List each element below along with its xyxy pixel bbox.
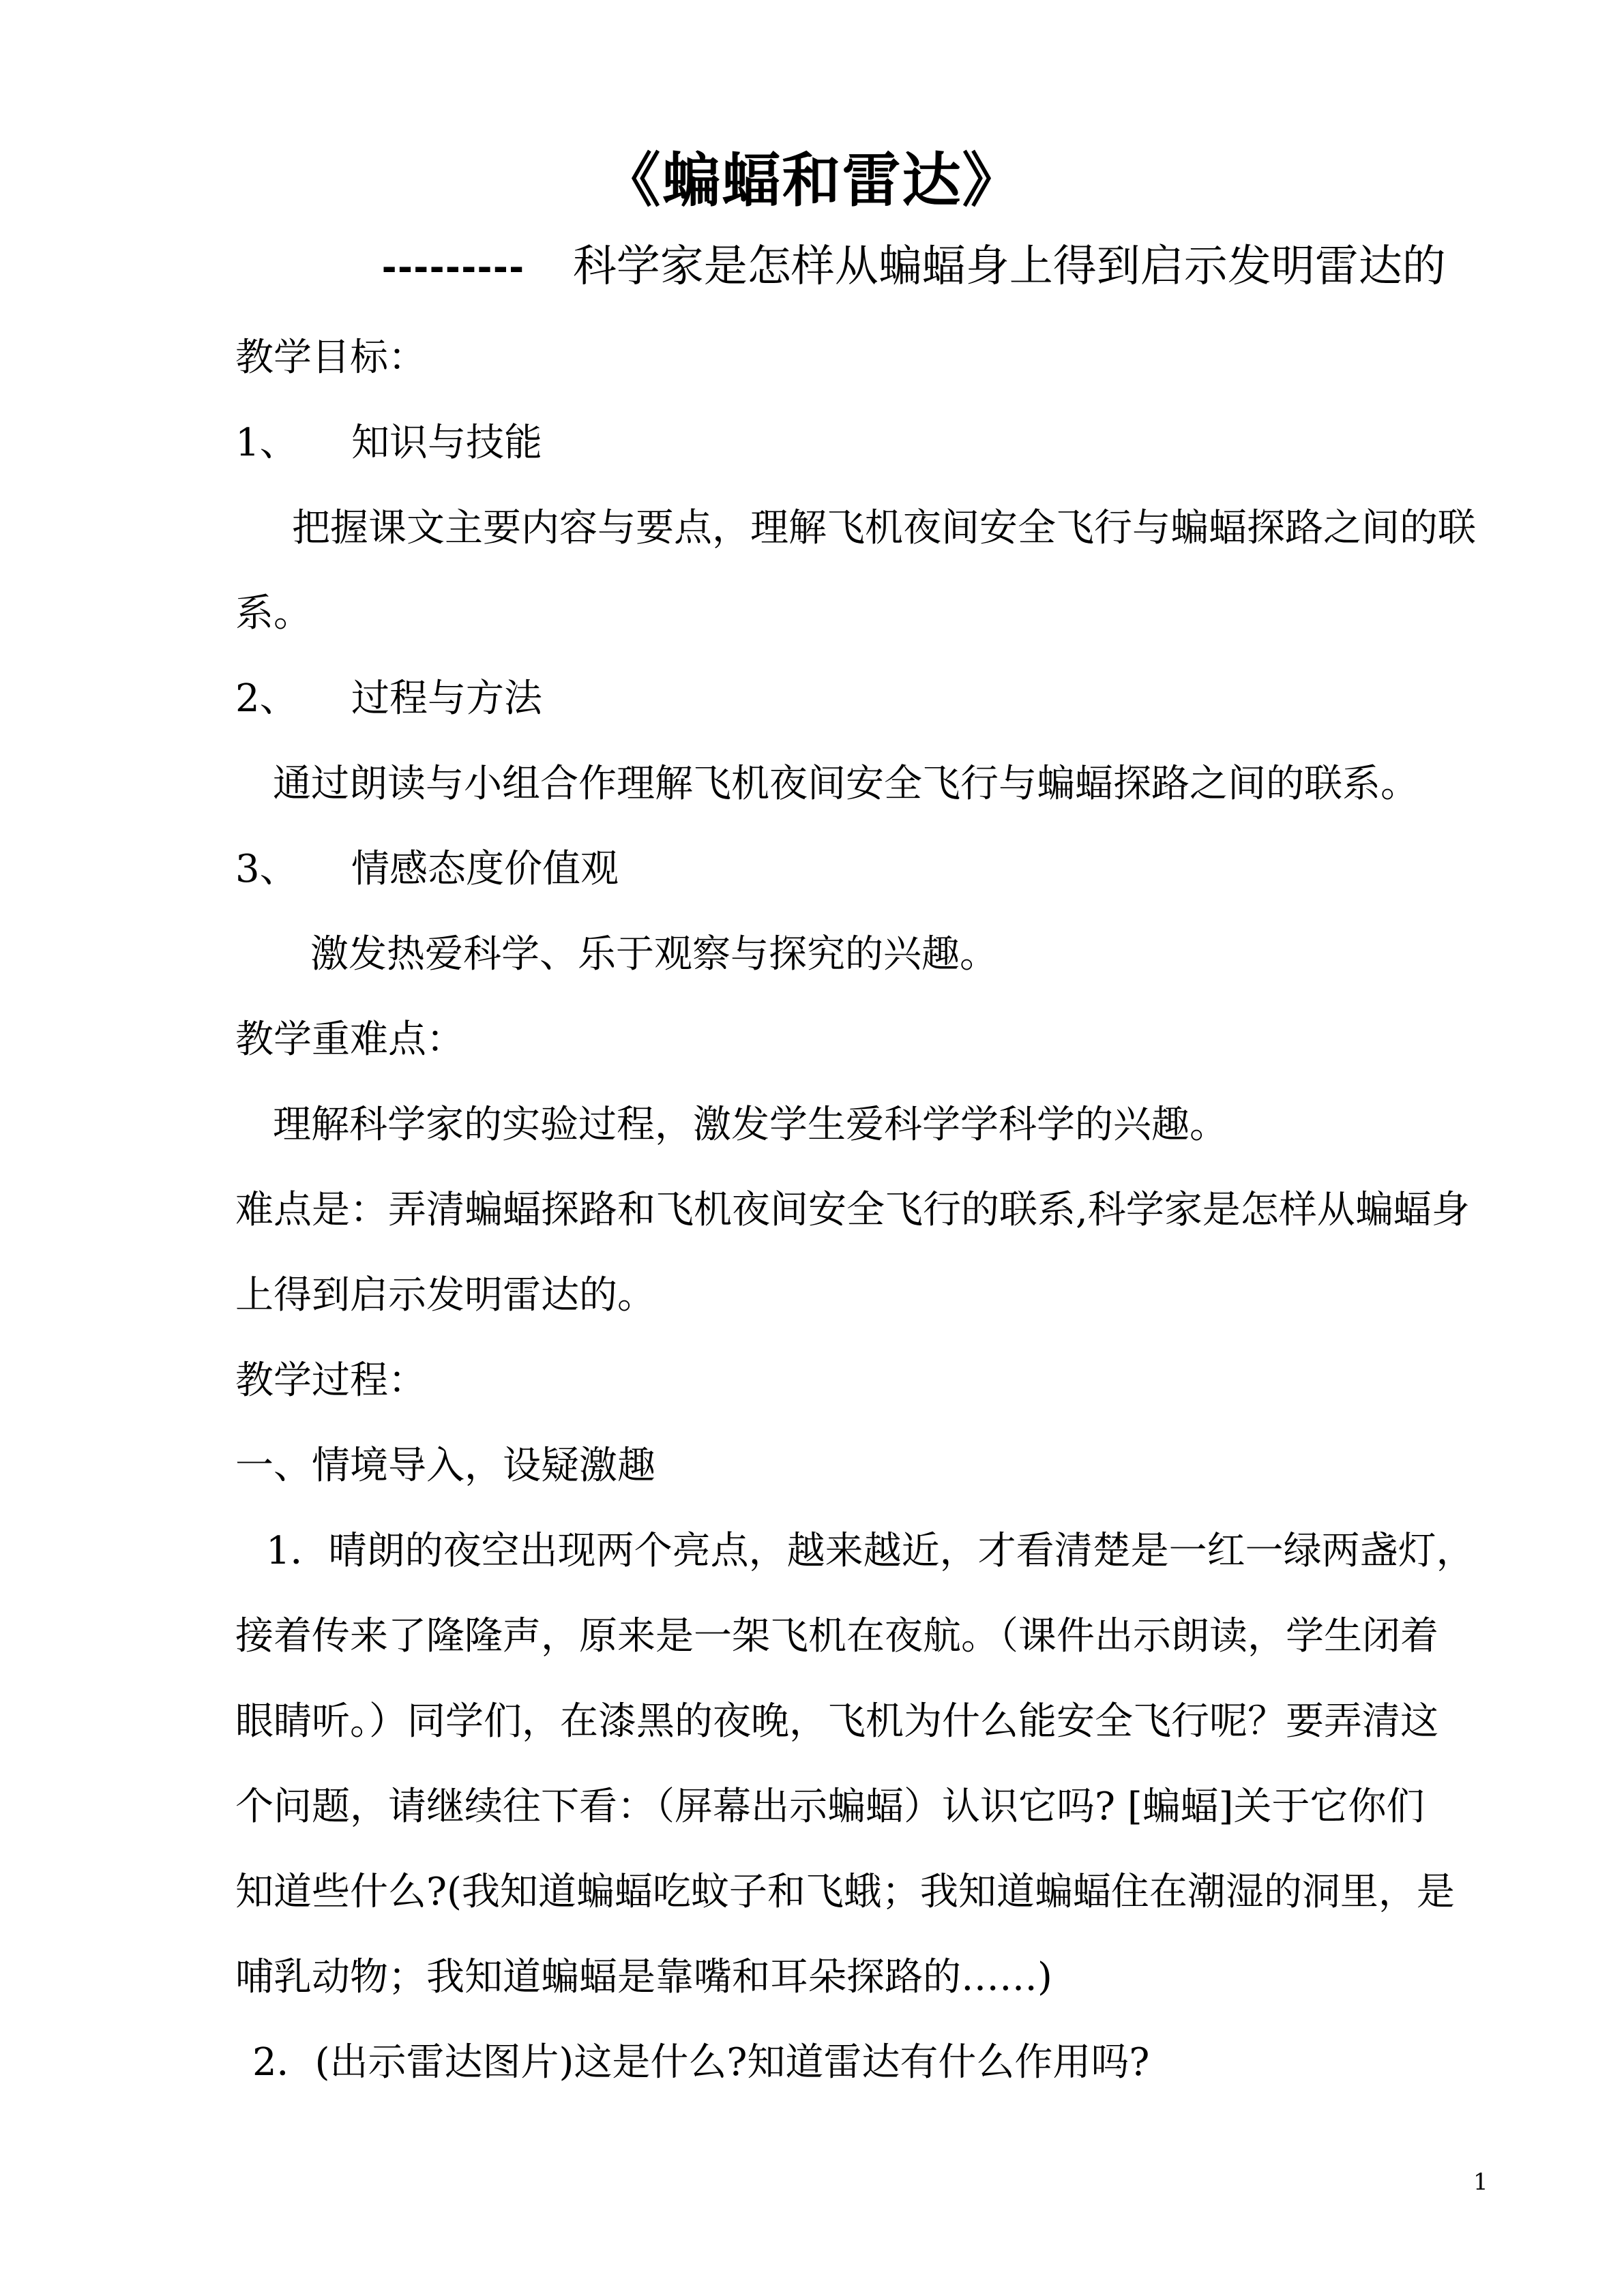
paragraph-line: 接着传来了隆隆声，原来是一架飞机在夜航。（课件出示朗读，学生闭着 [235, 1614, 1438, 1658]
list-item-3 [235, 842, 619, 897]
paragraph-line: 通过朗读与小组合作理解飞机夜间安全飞行与蝙蝠探路之间的联系。 [273, 762, 1419, 806]
paragraph-line: 2．(出示雷达图片)这是什么?知道雷达有什么作用吗? [252, 2040, 1150, 2085]
list-item-label: 情感态度价值观 [351, 847, 619, 891]
list-item-1 [235, 416, 542, 471]
page-number: 1 [1473, 2168, 1488, 2196]
list-number: 1、 [235, 421, 298, 465]
paragraph-line: 个问题，请继续往下看：（屏幕出示蝙蝠）认识它吗? [蝙蝠]关于它你们 [235, 1785, 1425, 1829]
subtitle-text: 科学家是怎样从蝙蝠身上得到启示发明雷达的 [572, 241, 1446, 292]
paragraph-line: 上得到启示发明雷达的。 [235, 1273, 655, 1317]
subsection-heading: 一、情境导入，设疑激趣 [235, 1444, 655, 1488]
paragraph-line: 哺乳动物；我知道蝙蝠是靠嘴和耳朵探路的……) [235, 1955, 1052, 1999]
list-number: 2、 [235, 676, 298, 721]
section-heading-teaching-process: 教学过程： [235, 1358, 426, 1403]
section-heading-key-points: 教学重难点： [235, 1017, 464, 1062]
paragraph-line: 知道些什么?(我知道蝙蝠吃蚊子和飞蛾；我知道蝙蝠住在潮湿的洞里，是 [235, 1870, 1455, 1914]
document-title: 《蝙蝠和雷达》 [602, 146, 1022, 215]
paragraph-line: 把握课文主要内容与要点，理解飞机夜间安全飞行与蝙蝠探路之间的联 [292, 506, 1476, 550]
paragraph-line: 激发热爱科学、乐于观察与探究的兴趣。 [310, 932, 998, 976]
list-item-label: 过程与方法 [351, 676, 542, 721]
document-subtitle [382, 235, 1446, 297]
list-item-2 [235, 672, 542, 726]
paragraph-line: 系。 [235, 591, 312, 636]
paragraph-line: 理解科学家的实验过程，激发学生爱科学学科学的兴趣。 [273, 1103, 1228, 1147]
paragraph-line: 难点是：弄清蝙蝠探路和飞机夜间安全飞行的联系,科学家是怎样从蝙蝠身 [235, 1188, 1470, 1232]
list-number: 3、 [235, 847, 298, 891]
list-item-label: 知识与技能 [351, 421, 542, 465]
subtitle-dashes: --------- [382, 241, 525, 290]
section-heading-teaching-goals: 教学目标： [235, 336, 426, 380]
paragraph-line: 眼睛听。）同学们，在漆黑的夜晚，飞机为什么能安全飞行呢？要弄清这 [235, 1699, 1438, 1744]
paragraph-line: 1．晴朗的夜空出现两个亮点，越来越近，才看清楚是一红一绿两盏灯， [266, 1529, 1475, 1573]
